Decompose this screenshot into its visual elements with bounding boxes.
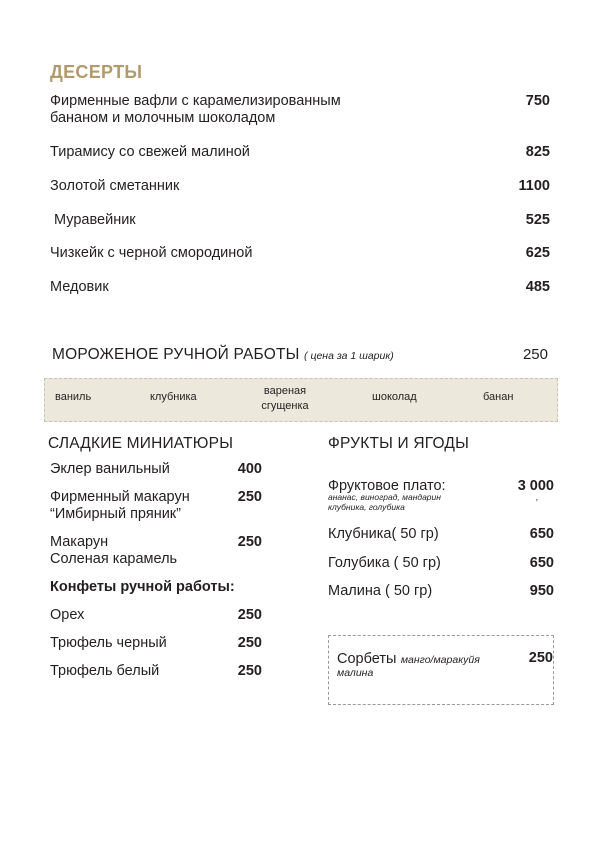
ice-cream-price: 250 [522,346,548,363]
menu-item-name: Клубника( 50 гр) [328,526,439,542]
sorbet-desc-line2: малина [337,667,374,679]
ice-cream-title: МОРОЖЕНОЕ РУЧНОЙ РАБОТЫ [52,346,300,363]
sorbet-desc-line1: манго/маракуйя [400,654,480,666]
fruit-plate-name: Фруктовое плато: [328,478,446,494]
item-price: 650 [529,526,554,542]
item-price: 400 [237,461,262,477]
flavor-line2: сгущенка [261,400,309,412]
flavor-vanilla: ваниль [55,391,92,403]
sorbet-name: Сорбеты [337,651,397,667]
sorbet-box [328,635,554,705]
menu-item-name: Тирамису со свежей малиной [50,144,250,160]
item-name-line2: “Имбирный пряник” [50,506,181,522]
item-price: 525 [525,212,550,228]
flavor-line1: вареная [263,385,307,397]
ice-cream-heading [52,346,394,364]
flavor-strawberry: клубника [150,391,197,403]
ice-cream-note: ( цена за 1 шарик) [304,350,394,362]
item-price: 625 [525,245,550,261]
desc-line2: клубника, голубика [328,502,405,512]
flavor-condensed-milk [245,384,325,414]
item-price: 650 [529,555,554,571]
fruit-plate-price: 3 000 [517,478,554,494]
menu-item-name: Малина ( 50 гр) [328,583,433,599]
menu-item-macaron-caramel [50,534,177,568]
item-price: 1100 [518,178,550,194]
price-mark: , [536,492,539,502]
menu-item-waffles [50,93,341,127]
menu-item-name: Медовик [50,279,109,295]
item-price: 250 [237,607,262,623]
menu-item-name: Чизкейк с черной смородиной [50,245,253,261]
sorbet-price: 250 [528,650,553,666]
flavor-chocolate: шоколад [372,391,417,403]
candies-subtitle: Конфеты ручной работы: [50,579,235,595]
menu-item-name: Муравейник [50,212,136,228]
item-price: 250 [237,534,262,550]
menu-item-name: Трюфель белый [50,663,160,679]
item-price: 250 [237,635,262,651]
item-price: 250 [237,489,262,505]
item-name-line1: Фирменный макарун [50,489,190,505]
item-name-line1: Макарун [50,534,109,550]
item-price: 825 [525,144,550,160]
desserts-title: ДЕСЕРТЫ [50,62,143,82]
item-name-line2: бананом и молочным шоколадом [50,110,276,126]
item-name-line1: Фирменные вафли с карамелизированным [50,93,341,109]
flavor-banana: банан [483,391,514,403]
sorbet-heading [337,650,480,668]
menu-item-name: Орех [50,607,85,623]
desc-line1: ананас, виноград, мандарин [328,492,441,502]
menu-item-name: Золотой сметанник [50,178,180,194]
item-price: 485 [525,279,550,295]
item-name-line2: Соленая карамель [50,551,178,567]
miniatures-title: СЛАДКИЕ МИНИАТЮРЫ [48,435,234,452]
menu-item-macaron [50,489,190,523]
menu-item-name: Голубика ( 50 гр) [328,555,441,571]
menu-item-name: Эклер ванильный [50,461,170,477]
fruit-plate-desc [328,492,441,512]
item-price: 250 [237,663,262,679]
menu-item-name: Трюфель черный [50,635,167,651]
item-price: 750 [525,93,550,109]
flavor-bar [44,378,558,422]
item-price: 950 [529,583,554,599]
fruits-title: ФРУКТЫ И ЯГОДЫ [328,435,470,452]
